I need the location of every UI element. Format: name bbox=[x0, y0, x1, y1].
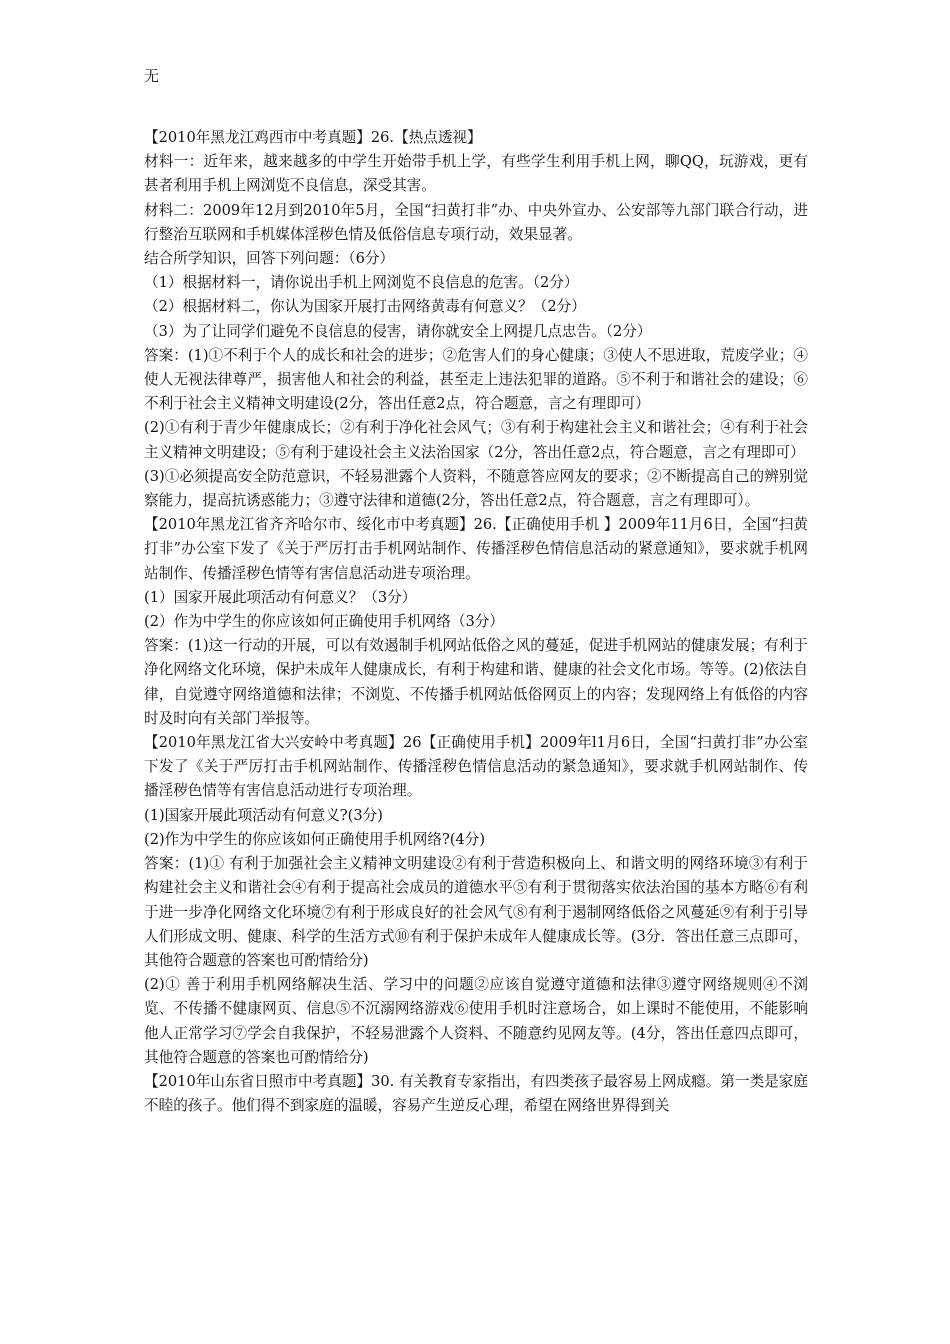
answer-block-2: 答案：(1)这一行动的开展，可以有效遏制手机网站低俗之风的蔓延，促进手机网站的健康发展；有利于净化网络文化环境，保护未成年人健康成长，有利于构建和谐、健康的社会文化市场。等等。(2)依法自律，自觉遵守网络道德和法律；不浏览、不传播手机网站低俗网页上的内容；发现网络上有低俗的内容时及时向有关部门举报等。 bbox=[144, 637, 808, 727]
question-heading-4: 【2010年山东省日照市中考真题】30. 有关教育专家指出，有四类孩子最容易上网成瘾。第一类是家庭不睦的孩子。他们得不到家庭的温暖，容易产生逆反心理，希望在网络世界得到关 bbox=[144, 1072, 808, 1115]
material-one: 材料一：近年来，越来越多的中学生开始带手机上学，有些学生利用手机上网，聊QQ，玩游戏，更有甚者利用手机上网浏览不良信息，深受其害。 bbox=[144, 153, 808, 195]
sub-question-3-2: (2)作为中学生的你应该如何正确使用手机网络?(4分) bbox=[144, 830, 486, 848]
material-two: 材料二：2009年12月到2010年5月，全国“扫黄打非”办、中央外宣办、公安部等九部门联合行动，进行整治互联网和手机媒体淫秽色情及低俗信息专项行动，效果显著。 bbox=[144, 201, 808, 243]
sub-question-3: （3）为了让同学们避免不良信息的侵害，请你就安全上网提几点忠告。（2分） bbox=[144, 322, 652, 340]
answer-block-3-2: (2)① 善于利用手机网络解决生活、学习中的问题②应该自觉遵守道德和法律③遵守网络规则④不浏览、不传播不健康网页、信息⑤不沉溺网络游戏⑥使用手机时注意场合，如上课时不能使用，不能影响他人正常学习⑦学会自我保护，不轻易泄露个人资料、不随意约见网友等。(4分，答出任意四点即可，其他符合题意的答案也可酌情给分) bbox=[144, 976, 808, 1066]
answer-2: (2)①有利于青少年健康成长；②有利于净化社会风气；③有利于构建社会主义和谐社会；④有利于社会主义精神文明建设；⑤有利于建设社会主义法治国家（2分，答出任意2点，符合题意，言之有理即可） bbox=[144, 419, 808, 461]
question-heading-3: 【2010年黑龙江省大兴安岭中考真题】26【正确使用手机】2009年l1月6日，全国“扫黄打非”办公室下发了《关于严厉打击手机网站制作、传播淫秽色情信息活动的紧急通知》，要求就手机网站制作、传播淫秽色情等有害信息活动进行专项治理。 bbox=[144, 734, 808, 800]
sub-question-1: （1）根据材料一，请你说出手机上网浏览不良信息的危害。（2分） bbox=[144, 274, 579, 292]
answer-3: (3)①必须提高安全防范意识，不轻易泄露个人资料，不随意答应网友的要求；②不断提高自己的辨别觉察能力，提高抗诱惑能力；③遵守法律和道德(2分，答出任意2点，符合题意，言之有理即可）。 bbox=[144, 467, 808, 510]
sub-question-2-1: (1）国家开展此项活动有何意义？（3分） bbox=[144, 588, 417, 606]
sub-question-2-2: (2）作为中学生的你应该如何正确使用手机网络（3分） bbox=[144, 613, 504, 631]
answer-block-3-1: 答案：(1)① 有利于加强社会主义精神文明建设②有利于营造积极向上、和谐文明的网络环境③有利于构建社会主义和谐社会④有利于提高社会成员的道德水平⑤有利于贯彻落实依法治国的基本方略⑥有利于进一步净化网络文化环境⑦有利于形成良好的社会风气⑧有利于遏制网络低俗之风蔓延⑨有利于引导人们形成文明、健康、科学的生活方式⑩有利于保护未成年人健康成长等。(3分．答出任意三点即可，其他符合题意的答案也可酌情给分) bbox=[144, 855, 808, 969]
header-mark: 无 bbox=[144, 67, 160, 85]
sub-question-3-1: (1)国家开展此项活动有何意义?(3分) bbox=[144, 806, 383, 824]
question-heading-2: 【2010年黑龙江省齐齐哈尔市、绥化市中考真题】26.【正确使用手机 】2009年11月6日，全国“扫黄打非”办公室下发了《关于严厉打击手机网站制作、传播淫秽色情信息活动的紧意通知》，要求就手机网站制作、传播淫秽色情等有害信息活动进专项治理。 bbox=[144, 516, 808, 582]
sub-question-2: （2）根据材料二，你认为国家开展打击网络黄毒有何意义？（2分） bbox=[144, 298, 586, 316]
document-body bbox=[144, 126, 808, 1118]
question-instruction: 结合所学知识，回答下列问题：（6分） bbox=[144, 250, 395, 268]
question-heading-1: 【2010年黑龙江鸡西市中考真题】26.【热点透视】 bbox=[144, 129, 482, 146]
answer-1: 答案：(1)①不利于个人的成长和社会的进步；②危害人们的身心健康；③使人不思进取，荒废学业；④使人无视法律尊严，损害他人和社会的利益，甚至走上违法犯罪的道路。⑤不利于和谐社会的建设；⑥不利于社会主义精神文明建设(2分，答出任意2点，符合题意，言之有理即可） bbox=[144, 346, 808, 413]
